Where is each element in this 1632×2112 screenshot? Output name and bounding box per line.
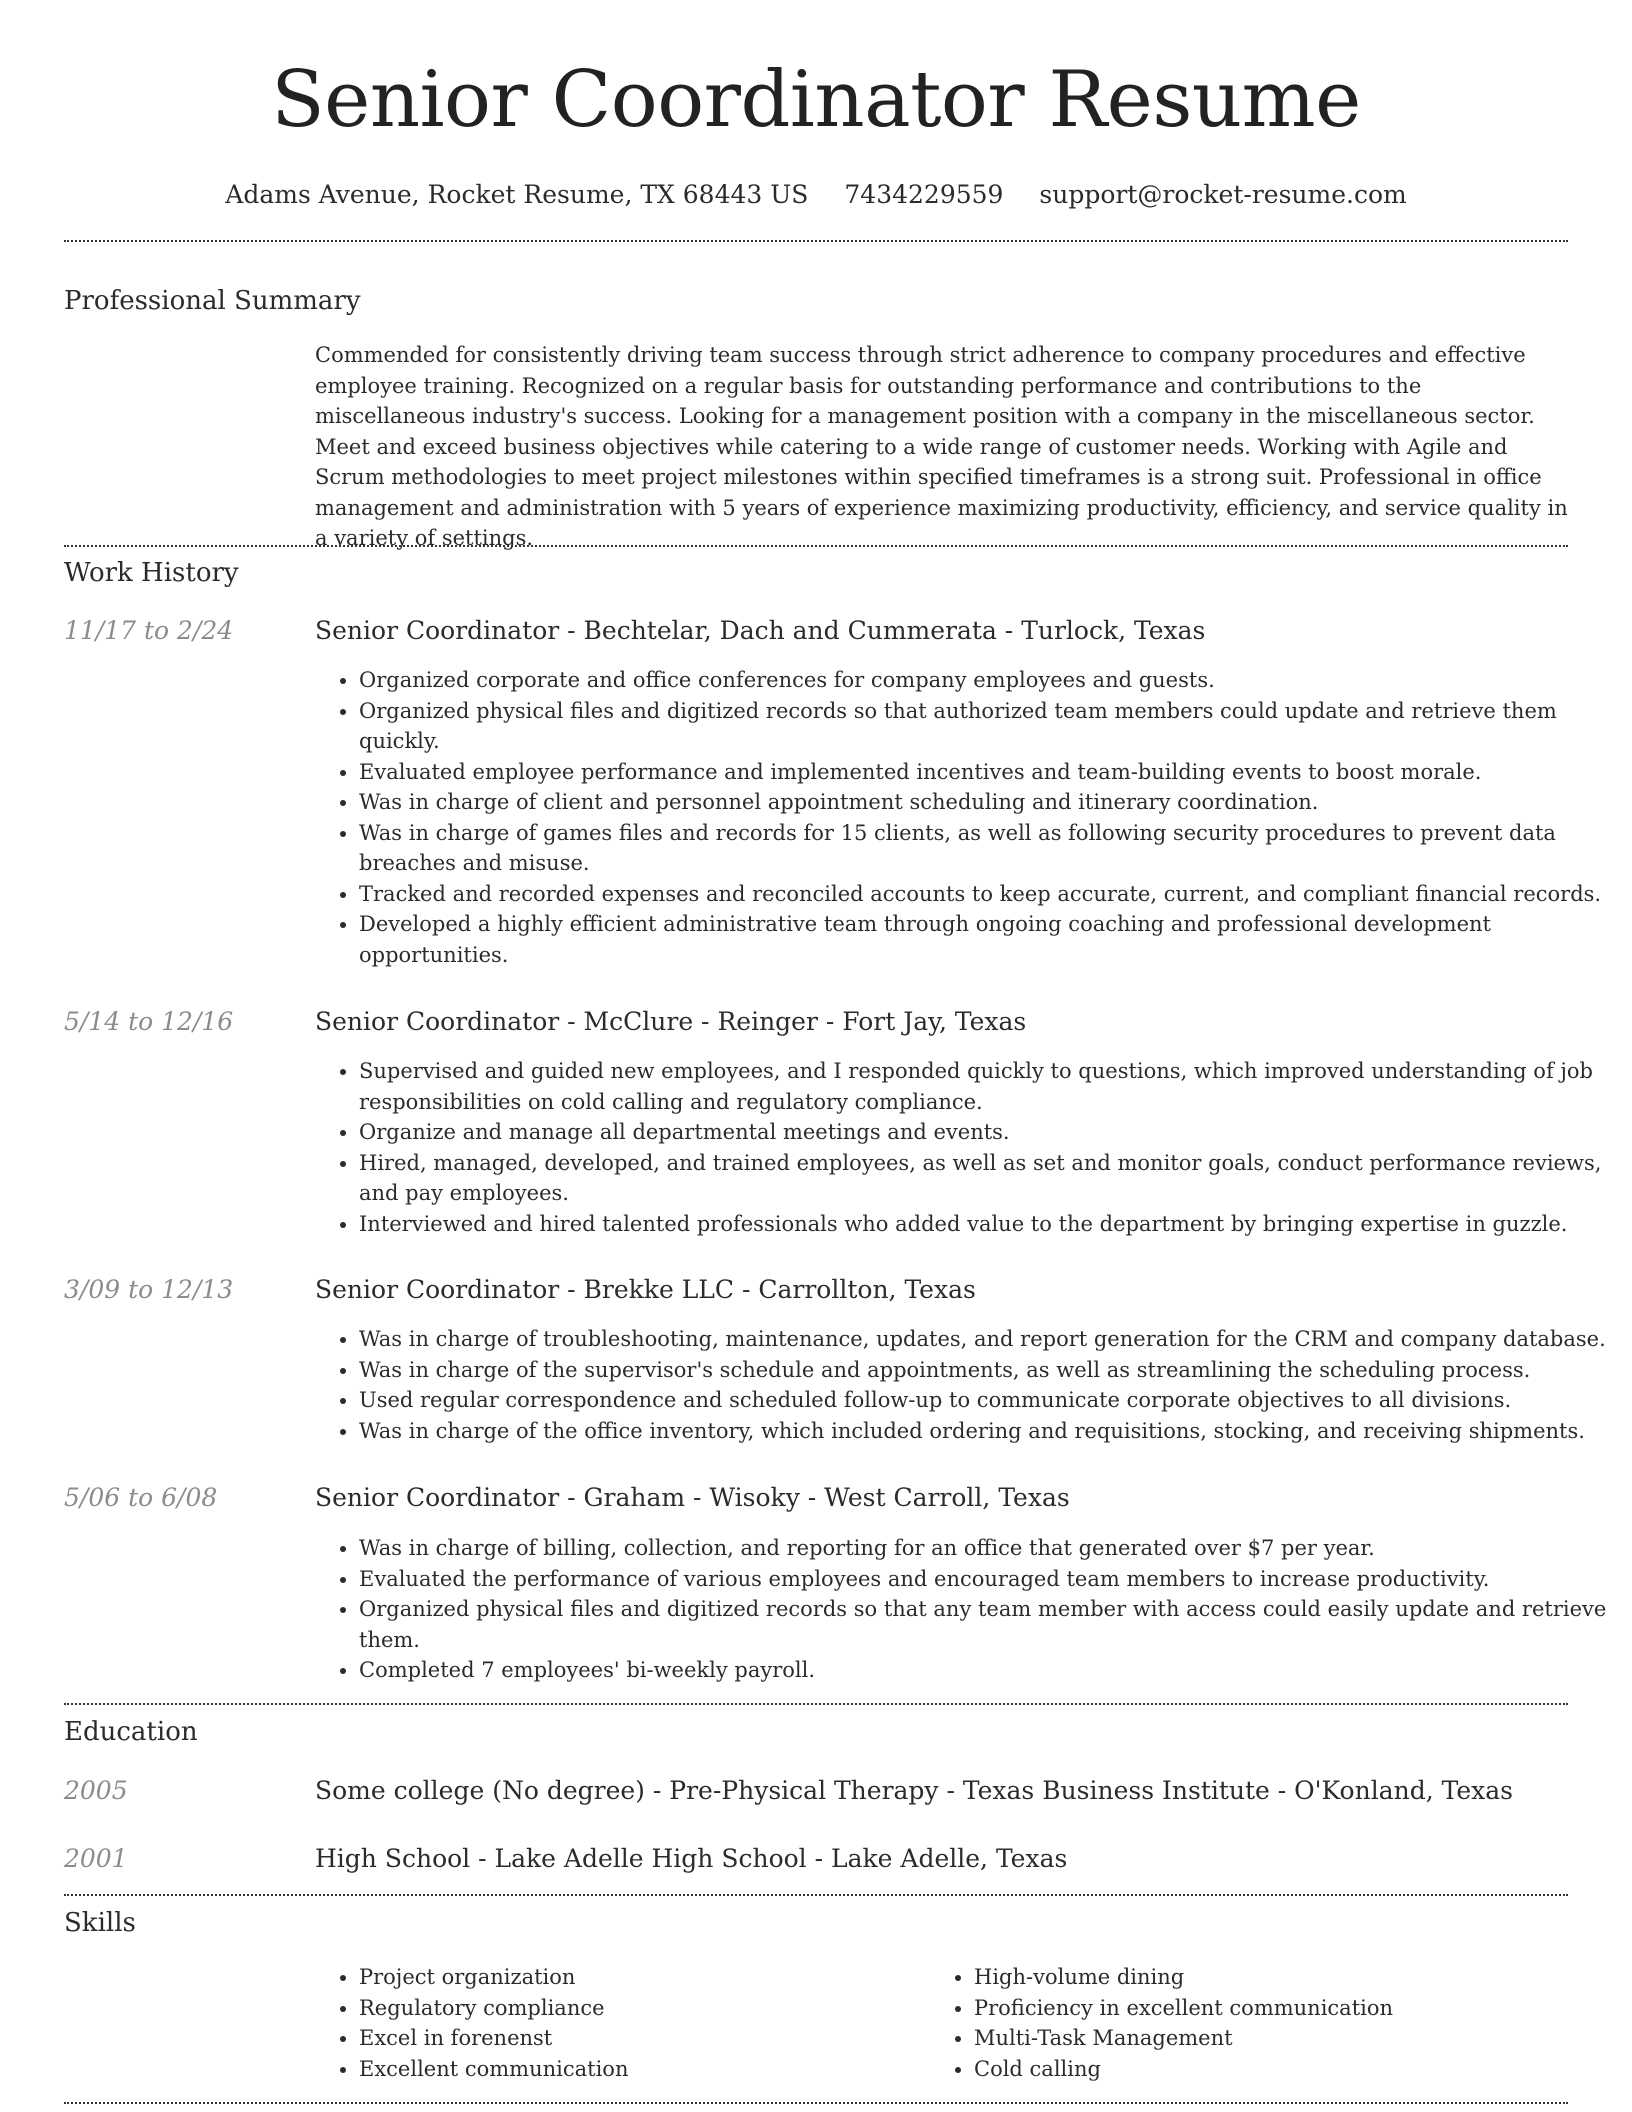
list-item: • Was in charge of games files and records for 15 clients, as well as following security procedures to prevent data breaches and misuse.: [359, 818, 1612, 879]
contact-address: Adams Avenue, Rocket Resume, TX 68443 US: [225, 180, 809, 209]
skill-item: • High-volume dining: [974, 1962, 1612, 1993]
skills-list-left: [315, 1962, 959, 2084]
list-item: • Evaluated the performance of various employees and encouraged team members to increase productivity.: [359, 1564, 1612, 1595]
skill-item: • Excel in forenenst: [359, 2023, 959, 2054]
divider: [64, 1894, 1568, 1896]
job-bullets: [315, 665, 1612, 970]
job-bullets: [315, 1533, 1612, 1686]
education-year: 2001: [64, 1844, 128, 1873]
divider: [64, 545, 1568, 547]
job-dates: 3/09 to 12/13: [64, 1275, 234, 1304]
skills-list-right: [930, 1962, 1612, 2084]
skill-item: • Excellent communication: [359, 2054, 959, 2085]
list-item: • Was in charge of troubleshooting, maintenance, updates, and report generation for the CRM and company database.: [359, 1324, 1612, 1355]
divider: [64, 2102, 1568, 2104]
job-dates: 5/14 to 12/16: [64, 1007, 234, 1036]
contact-phone: 7434229559: [844, 180, 1004, 209]
job-title: Senior Coordinator - McClure - Reinger - Fort Jay, Texas: [315, 1007, 1027, 1036]
summary-heading: Professional Summary: [64, 286, 361, 316]
list-item: • Was in charge of billing, collection, and reporting for an office that generated over $7 per year.: [359, 1533, 1612, 1564]
contact-line: [64, 178, 1568, 212]
list-item: • Supervised and guided new employees, and I responded quickly to questions, which improved understanding of job responsibilities on cold calling and regulatory compliance.: [359, 1056, 1612, 1117]
education-entry: High School - Lake Adelle High School - Lake Adelle, Texas: [315, 1844, 1068, 1873]
list-item: • Tracked and recorded expenses and reconciled accounts to keep accurate, current, and compliant financial records.: [359, 879, 1612, 910]
summary-text: Commended for consistently driving team success through strict adherence to company procedures and effective employee training. Recognized on a regular basis for outstanding performance and contributions to the miscellaneous industry's success. Looking for a management position with a company in the miscellaneous sector. Meet and exceed business objectives while catering to a wide range of customer needs. Working with Agile and Scrum methodologies to meet project milestones within specified timeframes is a strong suit. Professional in office management and administration with 5 years of experience maximizing productivity, efficiency, and service quality in a variety of settings.: [315, 343, 1568, 550]
list-item: • Was in charge of client and personnel appointment scheduling and itinerary coordination.: [359, 787, 1612, 818]
list-item: • Interviewed and hired talented professionals who added value to the department by bringing expertise in guzzle.: [359, 1209, 1612, 1240]
skill-item: • Multi-Task Management: [974, 2023, 1612, 2054]
job-title: Senior Coordinator - Graham - Wisoky - West Carroll, Texas: [315, 1483, 1070, 1512]
divider: [64, 1703, 1568, 1705]
skill-item: • Project organization: [359, 1962, 959, 1993]
list-item: • Was in charge of the supervisor's schedule and appointments, as well as streamlining the scheduling process.: [359, 1355, 1612, 1386]
divider: [64, 240, 1568, 242]
list-item: • Organized physical files and digitized records so that any team member with access could easily update and retrieve them.: [359, 1594, 1612, 1655]
list-item: • Used regular correspondence and scheduled follow-up to communicate corporate objectives to all divisions.: [359, 1385, 1612, 1416]
list-item: • Organized physical files and digitized records so that authorized team members could update and retrieve them quickly.: [359, 696, 1612, 757]
list-item: • Completed 7 employees' bi-weekly payroll.: [359, 1655, 1612, 1686]
list-item: • Evaluated employee performance and implemented incentives and team-building events to boost morale.: [359, 757, 1612, 788]
job-title: Senior Coordinator - Brekke LLC - Carrollton, Texas: [315, 1275, 976, 1304]
job-title: Senior Coordinator - Bechtelar, Dach and Cummerata - Turlock, Texas: [315, 616, 1206, 645]
job-bullets: [315, 1056, 1612, 1239]
skill-item: • Proficiency in excellent communication: [974, 1993, 1612, 2024]
contact-email: support@rocket-resume.com: [1039, 180, 1407, 209]
education-entry: Some college (No degree) - Pre-Physical Therapy - Texas Business Institute - O'Konland, Texas: [315, 1776, 1513, 1805]
resume-page: [64, 0, 1607, 2081]
education-heading: Education: [64, 1717, 198, 1747]
work-heading: Work History: [64, 558, 239, 588]
skill-item: • Cold calling: [974, 2054, 1612, 2085]
list-item: • Was in charge of the office inventory, which included ordering and requisitions, stocking, and receiving shipments.: [359, 1416, 1612, 1447]
resume-title: Senior Coordinator Resume: [271, 55, 1361, 145]
list-item: • Organized corporate and office conferences for company employees and guests.: [359, 665, 1612, 696]
skill-item: • Regulatory compliance: [359, 1993, 959, 2024]
education-year: 2005: [64, 1776, 128, 1805]
job-dates: 5/06 to 6/08: [64, 1483, 218, 1512]
job-dates: 11/17 to 2/24: [64, 616, 234, 645]
skills-heading: Skills: [64, 1908, 136, 1938]
list-item: • Hired, managed, developed, and trained employees, as well as set and monitor goals, conduct performance reviews, and pay employees.: [359, 1148, 1612, 1209]
job-bullets: [315, 1324, 1612, 1446]
list-item: • Developed a highly efficient administrative team through ongoing coaching and professional development opportunities.: [359, 909, 1612, 970]
list-item: • Organize and manage all departmental meetings and events.: [359, 1117, 1612, 1148]
